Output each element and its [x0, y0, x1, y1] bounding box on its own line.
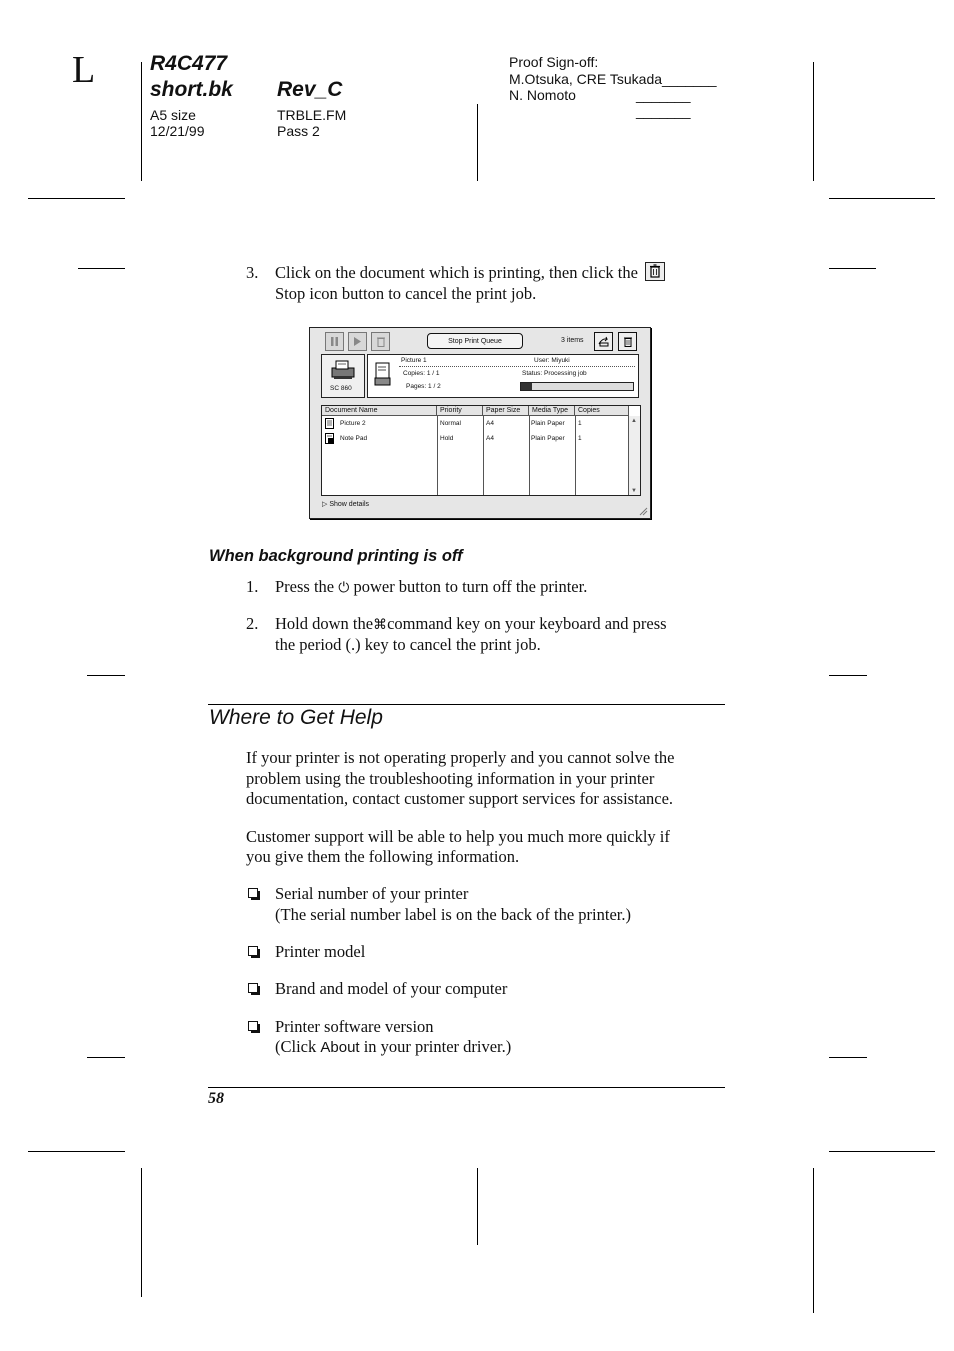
- crop-mark: [829, 1057, 867, 1058]
- col-copies[interactable]: Copies: [575, 406, 629, 416]
- help-para1-line1: If your printer is not operating properly and you cannot solve the: [246, 748, 675, 767]
- crop-mark: [829, 268, 876, 269]
- print-monitor-window: [309, 327, 651, 519]
- job-progress-bar: [520, 382, 634, 391]
- col-priority[interactable]: Priority: [437, 406, 483, 416]
- section-rule: [208, 704, 725, 705]
- help-para1-line3: documentation, contact customer support services for assistance.: [246, 789, 674, 808]
- document-icon: [325, 418, 334, 429]
- crop-mark: [829, 198, 935, 199]
- job-copies: Copies: 1 / 1: [403, 370, 440, 377]
- printer-name: SC 860: [330, 385, 352, 392]
- crop-mark: [477, 104, 478, 181]
- job-progress-fill: [521, 383, 532, 390]
- power-icon: ⏻: [338, 580, 350, 596]
- section-heading: Where to Get Help: [209, 706, 383, 729]
- trash-stop-icon: [645, 262, 665, 281]
- help-para2-line2: you give them the following information.: [246, 847, 520, 866]
- help-para1-line2: problem using the troubleshooting information in your printer: [246, 769, 655, 788]
- scroll-up-icon[interactable]: ▲: [631, 418, 637, 424]
- trash-icon: [376, 336, 386, 347]
- printer-icon: [328, 358, 358, 382]
- crop-mark: [141, 62, 142, 181]
- document-hold-icon: [325, 433, 334, 444]
- crop-mark: [829, 675, 867, 676]
- step-number: 3.: [246, 263, 259, 282]
- resume-button[interactable]: [348, 332, 367, 351]
- job-status: Status: Processing job: [522, 370, 587, 377]
- table-row-media: Plain Paper: [531, 420, 565, 427]
- stop-print-queue-button[interactable]: Stop Print Queue: [427, 333, 523, 349]
- crop-mark: [477, 1168, 478, 1245]
- resize-grip-icon[interactable]: [638, 506, 648, 516]
- proof-blank: _______: [636, 87, 691, 103]
- step1-text-b: power button to turn off the printer.: [353, 577, 588, 596]
- crop-mark: [141, 1168, 142, 1297]
- checkbox-bullet-icon: [248, 888, 258, 898]
- col-media-type[interactable]: Media Type: [529, 406, 575, 416]
- job-name: Picture 1: [401, 357, 427, 364]
- job-queue-list: [321, 405, 641, 496]
- show-details-toggle[interactable]: [322, 500, 369, 508]
- crop-mark: [813, 62, 814, 181]
- table-row-media: Plain Paper: [531, 435, 565, 442]
- crop-mark: [28, 1151, 125, 1152]
- step3-text-a: Click on the document which is printing, then click the: [275, 263, 638, 282]
- proof-title: Proof Sign-off:: [509, 54, 599, 70]
- crop-mark: [87, 1057, 125, 1058]
- step2-text-c: the period (.) key to cancel the print job.: [275, 635, 541, 654]
- col-document-name[interactable]: Document Name: [322, 406, 437, 416]
- step2-text: [275, 613, 667, 636]
- refresh-button[interactable]: [594, 332, 613, 351]
- step-number: 1.: [246, 577, 259, 596]
- list-scrollbar[interactable]: [628, 416, 640, 495]
- proof-line2: N. Nomoto: [509, 87, 576, 103]
- header-size: A5 size: [150, 107, 196, 123]
- document-printing-icon: [374, 362, 392, 388]
- current-job-panel: [367, 354, 639, 398]
- pause-button[interactable]: [325, 332, 344, 351]
- command-key-icon: ⌘: [373, 617, 388, 633]
- step2-text-b: command key on your keyboard and press: [387, 614, 667, 633]
- header-file: TRBLE.FM: [277, 107, 347, 123]
- header-rev: Rev_C: [277, 78, 343, 101]
- note-text-a: (Click: [275, 1037, 317, 1056]
- about-menu-term: About: [320, 1039, 360, 1056]
- list-item-note: (The serial number label is on the back of the printer.): [275, 905, 631, 924]
- checkbox-bullet-icon: [248, 946, 258, 956]
- show-details-label: Show details: [329, 501, 370, 508]
- pause-icon: [330, 337, 339, 346]
- corner-letter: L: [72, 49, 96, 91]
- list-item: Serial number of your printer: [275, 884, 469, 903]
- items-count: 3 items: [561, 337, 584, 344]
- page-number: 58: [208, 1090, 224, 1107]
- proof-line1: M.Otsuka, CRE Tsukada_______: [509, 71, 717, 87]
- step3-text: [275, 262, 695, 283]
- step2-text-a: Hold down the: [275, 614, 374, 633]
- list-item: Brand and model of your computer: [275, 979, 508, 998]
- checkbox-bullet-icon: [248, 1021, 258, 1031]
- step1-text-a: Press the: [275, 577, 335, 596]
- printer-arrow-icon: [598, 336, 610, 347]
- header-pass: Pass 2: [277, 123, 320, 139]
- job-pages: Pages: 1 / 2: [406, 383, 441, 390]
- table-row-copies: 1: [578, 435, 582, 442]
- crop-mark: [28, 198, 125, 199]
- footer-rule: [208, 1087, 725, 1088]
- delete-button[interactable]: [618, 332, 637, 351]
- play-icon: [353, 337, 362, 346]
- step1-text: [275, 576, 587, 599]
- table-row-name[interactable]: Note Pad: [340, 435, 368, 442]
- table-row-paper: A4: [486, 420, 494, 427]
- proof-blank: _______: [636, 103, 691, 119]
- help-para2-line1: Customer support will be able to help you much more quickly if: [246, 827, 670, 846]
- printer-panel: [321, 354, 365, 398]
- scroll-down-icon[interactable]: ▼: [631, 488, 637, 494]
- header-date: 12/21/99: [150, 123, 205, 139]
- table-row-paper: A4: [486, 435, 494, 442]
- crop-mark: [829, 1151, 935, 1152]
- disclosure-triangle-icon: ▷: [322, 501, 328, 508]
- table-row-priority: Hold: [440, 435, 454, 442]
- header-book: short.bk: [150, 78, 233, 101]
- table-row-priority: Normal: [440, 420, 461, 427]
- crop-mark: [87, 675, 125, 676]
- job-user: User: Miyuki: [534, 357, 570, 364]
- crop-mark: [78, 268, 125, 269]
- note-text-c: in your printer driver.): [363, 1037, 512, 1056]
- table-row-name[interactable]: Picture 2: [340, 420, 366, 427]
- list-item: Printer software version: [275, 1017, 434, 1036]
- list-item-note: [275, 1036, 511, 1058]
- step3-text-b: Stop icon button to cancel the print job.: [275, 284, 537, 303]
- table-row-copies: 1: [578, 420, 582, 427]
- stop-job-button[interactable]: [371, 332, 390, 351]
- trash-icon: [623, 336, 633, 347]
- checkbox-bullet-icon: [248, 983, 258, 993]
- section-subheading: When background printing is off: [209, 547, 463, 565]
- step-number: 2.: [246, 614, 259, 633]
- list-item: Printer model: [275, 942, 366, 961]
- crop-mark: [813, 1168, 814, 1313]
- col-paper-size[interactable]: Paper Size: [483, 406, 529, 416]
- header-code: R4C477: [150, 52, 228, 75]
